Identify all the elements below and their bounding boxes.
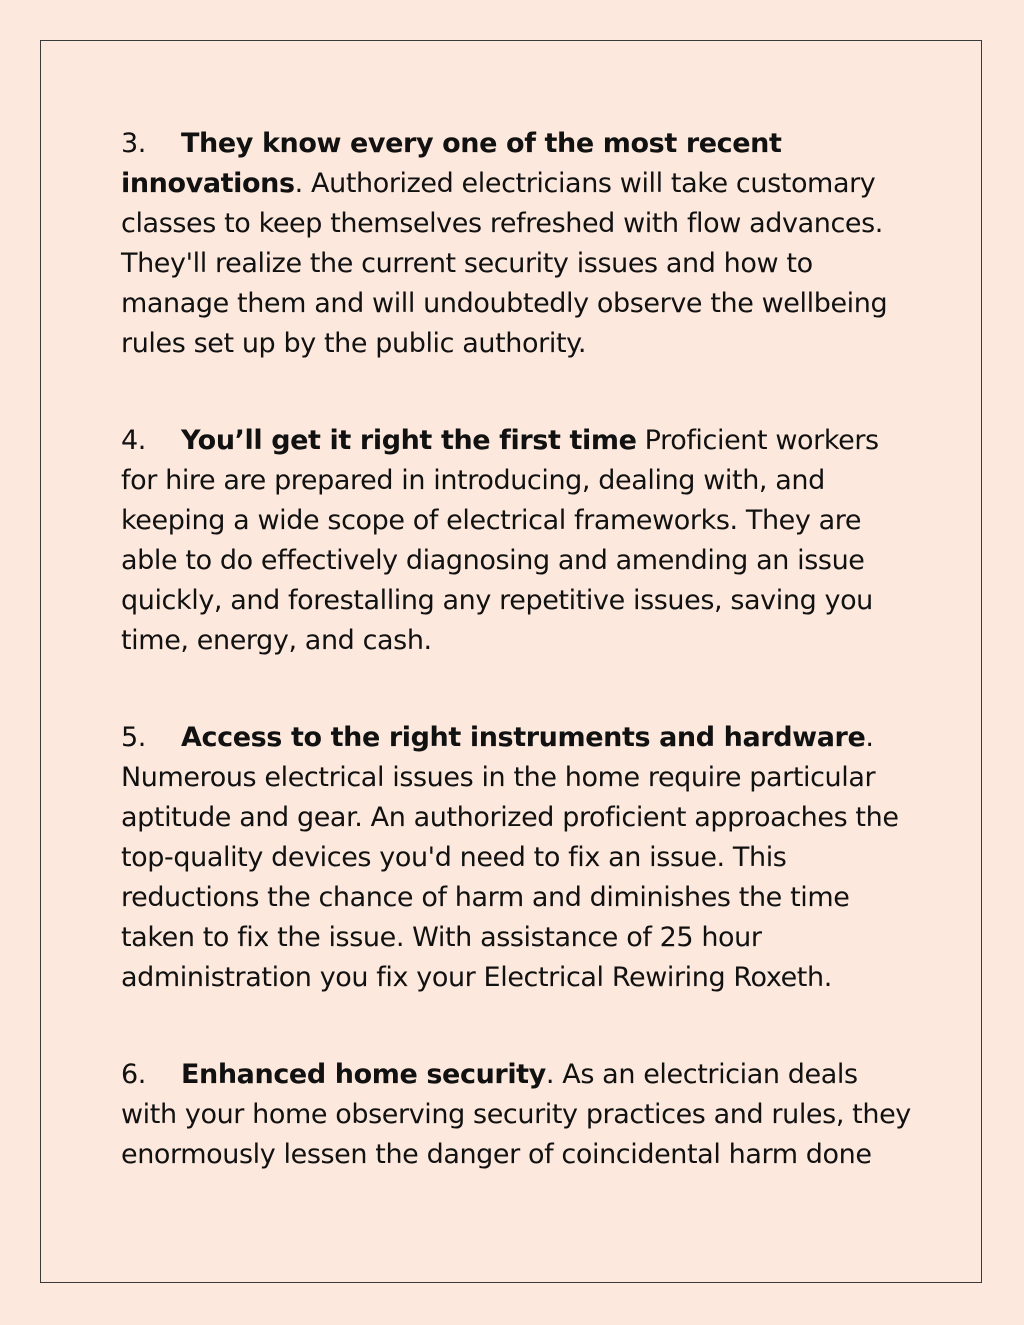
item-heading-punct: .: [545, 1059, 555, 1090]
item-heading: Enhanced home security: [181, 1059, 546, 1090]
item-body: Numerous electrical issues in the home require particular aptitude and gear. An authorized proficient approaches the top-quality devices you'd need to fix an issue. This reductions the chance of harm and diminishes the time taken to fix the issue. With assistance of 25 hour administration you fix your Electrical Rewiring Roxeth.: [121, 762, 899, 993]
item-number: 4.: [121, 425, 146, 456]
item-heading: They know every one of the most recent innovations: [121, 128, 782, 199]
item-heading-punct: .: [294, 168, 303, 199]
item-body: As an electrician deals with your home observing security practices and rules, they enormously lessen the danger of coincidental harm done: [121, 1059, 911, 1170]
page-frame: [40, 40, 982, 1283]
list-item-3: [121, 124, 911, 364]
item-heading-punct: .: [865, 722, 874, 753]
document-body: [121, 124, 911, 1232]
list-item-4: [121, 421, 911, 661]
item-body: Authorized electricians will take customary classes to keep themselves refreshed with flow advances. They'll realize the current security issues and how to manage them and will undoubtedly observe the wellbeing rules set up by the public authority.: [121, 168, 888, 359]
item-number: 5.: [121, 722, 146, 753]
list-item-5: [121, 718, 911, 998]
item-heading: You’ll get it right the first time: [181, 425, 637, 456]
item-heading: Access to the right instruments and hardware: [181, 722, 866, 753]
item-body: Proficient workers for hire are prepared in introducing, dealing with, and keeping a wide scope of electrical frameworks. They are able to do effectively diagnosing and amending an issue quickly, and forestalling any repetitive issues, saving you time, energy, and cash.: [121, 425, 879, 656]
item-number: 3.: [121, 128, 146, 159]
item-number: 6.: [121, 1059, 146, 1090]
list-item-6: [121, 1055, 911, 1175]
